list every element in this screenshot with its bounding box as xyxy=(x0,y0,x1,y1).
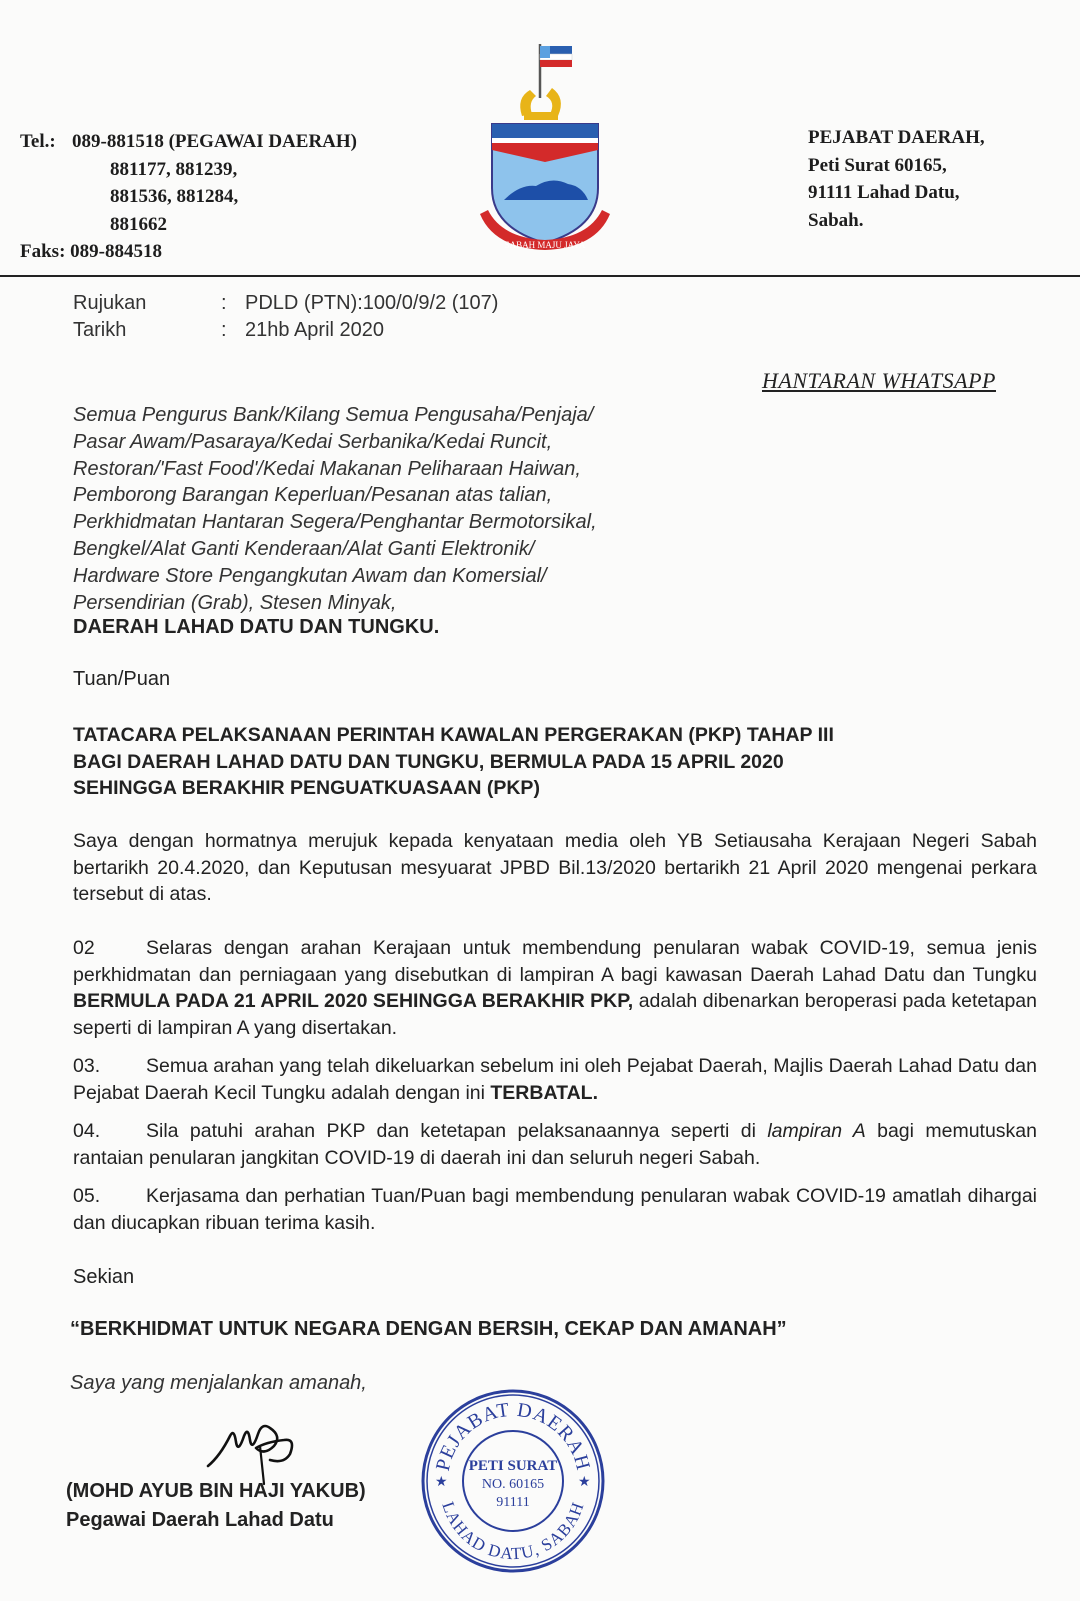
crest-motto: SABAH MAJU JAYA xyxy=(504,240,586,250)
subject-line: BAGI DAERAH LAHAD DATU DAN TUNGKU, BERMULA PADA 15 APRIL 2020 xyxy=(73,750,784,773)
stamp-inner-1: PETI SURAT xyxy=(468,1458,558,1474)
ref-label: Rujukan xyxy=(73,292,147,314)
recipient-line: Restoran/'Fast Food'/Kedai Makanan Peliharaan Haiwan, xyxy=(73,457,581,480)
tel-main: 089-881518 (PEGAWAI DAERAH) xyxy=(72,131,357,152)
subject-line: TATACARA PELAKSANAAN PERINTAH KAWALAN PERGERAKAN (PKP) TAHAP III xyxy=(73,724,834,746)
date-value: 21hb April 2020 xyxy=(245,319,385,341)
recipient-district: DAERAH LAHAD DATU DAN TUNGKU. xyxy=(73,616,440,638)
fax-number: Faks: 089-884518 xyxy=(20,241,162,262)
paragraph-bold-text: BERMULA PADA 21 APRIL 2020 SEHINGGA BERAKHIR PKP, xyxy=(73,990,634,1013)
paragraph-number: 04. xyxy=(73,1120,101,1142)
po-box: Peti Surat 60165, xyxy=(808,154,947,176)
postcode-city: 91111 Lahad Datu, xyxy=(808,182,960,203)
paragraph-number: 03. xyxy=(73,1055,101,1077)
stamp-inner-2: NO. 60165 xyxy=(481,1477,545,1492)
paragraph-2 xyxy=(73,935,1037,1041)
tel-line-2: 881177, 881239, xyxy=(110,158,238,180)
paragraph-text: adalah dibenarkan beroperasi pada ketetapan seperti di lampiran A yang disertakan. xyxy=(73,990,1037,1039)
paragraph-text: Kerjasama dan perhatian Tuan/Puan bagi membendung penularan wabak COVID-19 amatlah dihargai dan diucapkan ribuan terima kasih. xyxy=(73,1185,1037,1234)
stamp-star-right-icon: ★ xyxy=(578,1473,591,1489)
recipient-line: Pasar Awam/Pasaraya/Kedai Serbanika/Kedai Runcit, xyxy=(73,430,553,453)
ref-value: PDLD (PTN):100/0/9/2 (107) xyxy=(245,292,499,314)
sabah-crest-logo xyxy=(480,38,610,263)
letterhead-contacts xyxy=(20,128,357,266)
paragraph-5 xyxy=(73,1183,1037,1236)
recipient-line: Hardware Store Pengangkutan Awam dan Komersial/ xyxy=(73,564,547,587)
closing-motto: “BERKHIDMAT UNTUK NEGARA DENGAN BERSIH, CEKAP DAN AMANAH” xyxy=(70,1318,787,1340)
stamp-inner-3: 91111 xyxy=(496,1495,530,1510)
recipient-line: Perkhidmatan Hantaran Segera/Penghantar Bermotorsikal, xyxy=(73,511,597,534)
office-address xyxy=(808,124,985,234)
stamp-star-left-icon: ★ xyxy=(435,1473,448,1489)
date-label: Tarikh xyxy=(73,319,127,341)
salutation: Tuan/Puan xyxy=(73,668,171,690)
letter-subject xyxy=(73,722,973,802)
subject-line: SEHINGGA BERAKHIR PENGUATKUASAAN (PKP) xyxy=(73,777,540,799)
reference-block xyxy=(73,290,498,344)
tel-line-3: 881536, 881284, xyxy=(110,186,239,207)
paragraph-number: 05. xyxy=(73,1185,101,1207)
signatory-title: Pegawai Daerah Lahad Datu xyxy=(66,1509,334,1531)
closing-sekian: Sekian xyxy=(73,1266,135,1288)
state: Sabah. xyxy=(808,209,864,231)
paragraph-1: Saya dengan hormatnya merujuk kepada kenyataan media oleh YB Setiausaha Kerajaan Negeri Sabah bertarikh 20.4.2020, dan Keputusan mesyuarat JPBD Bil.13/2020 bertarikh 21 April 2020 mengenai perkara tersebut di atas. xyxy=(73,830,1037,906)
paragraph-italic-text: lampiran A xyxy=(767,1120,866,1142)
signatory-name: (MOHD AYUB BIN HAJI YAKUB) xyxy=(66,1480,366,1502)
recipient-line: Semua Pengurus Bank/Kilang Semua Pengusaha/Penjaja/ xyxy=(73,404,594,426)
recipient-list xyxy=(73,402,597,616)
stamp-ring-top: PEJABAT DAERAH xyxy=(431,1398,595,1474)
paragraph-4 xyxy=(73,1118,1037,1171)
closing-amanah: Saya yang menjalankan amanah, xyxy=(70,1372,367,1394)
delivery-note: HANTARAN WHATSAPP xyxy=(762,368,996,393)
tel-label: Tel.: xyxy=(20,131,56,152)
paragraph-text: bagi memutuskan rantaian penularan jangkitan COVID-19 di daerah ini dan seluruh negeri Sabah. xyxy=(73,1120,1037,1169)
paragraph-number: 02 xyxy=(73,937,95,959)
paragraph-bold-text: TERBATAL. xyxy=(490,1081,598,1104)
recipient-line: Pemborong Barangan Keperluan/Pesanan atas talian, xyxy=(73,484,553,507)
signature-scribble xyxy=(200,1406,310,1491)
ref-separator: : xyxy=(221,292,227,314)
paragraph-text: Sila patuhi arahan PKP dan ketetapan pelaksanaannya seperti di xyxy=(146,1120,768,1142)
paragraph-3 xyxy=(73,1053,1037,1106)
recipient-line: Persendirian (Grab), Stesen Minyak, xyxy=(73,591,397,614)
office-name: PEJABAT DAERAH, xyxy=(808,127,985,148)
recipient-line: Bengkel/Alat Ganti Kenderaan/Alat Ganti Elektronik/ xyxy=(73,537,535,560)
official-stamp xyxy=(418,1386,608,1581)
stamp-ring-bottom: LAHAD DATU, SABAH xyxy=(438,1499,588,1564)
tel-line-4: 881662 xyxy=(110,213,167,235)
paragraph-text: Semua arahan yang telah dikeluarkan sebelum ini oleh Pejabat Daerah, Majlis Daerah Lahad Datu dan Pejabat Daerah Kecil Tungku adalah dengan ini xyxy=(73,1055,1037,1104)
date-separator: : xyxy=(221,319,227,341)
paragraph-text: Selaras dengan arahan Kerajaan untuk membendung penularan wabak COVID-19, semua jenis perkhidmatan dan perniagaan yang disebutkan di lampiran A bagi kawasan Daerah Lahad Datu dan Tungku xyxy=(73,937,1037,986)
letterhead-divider xyxy=(0,275,1080,277)
